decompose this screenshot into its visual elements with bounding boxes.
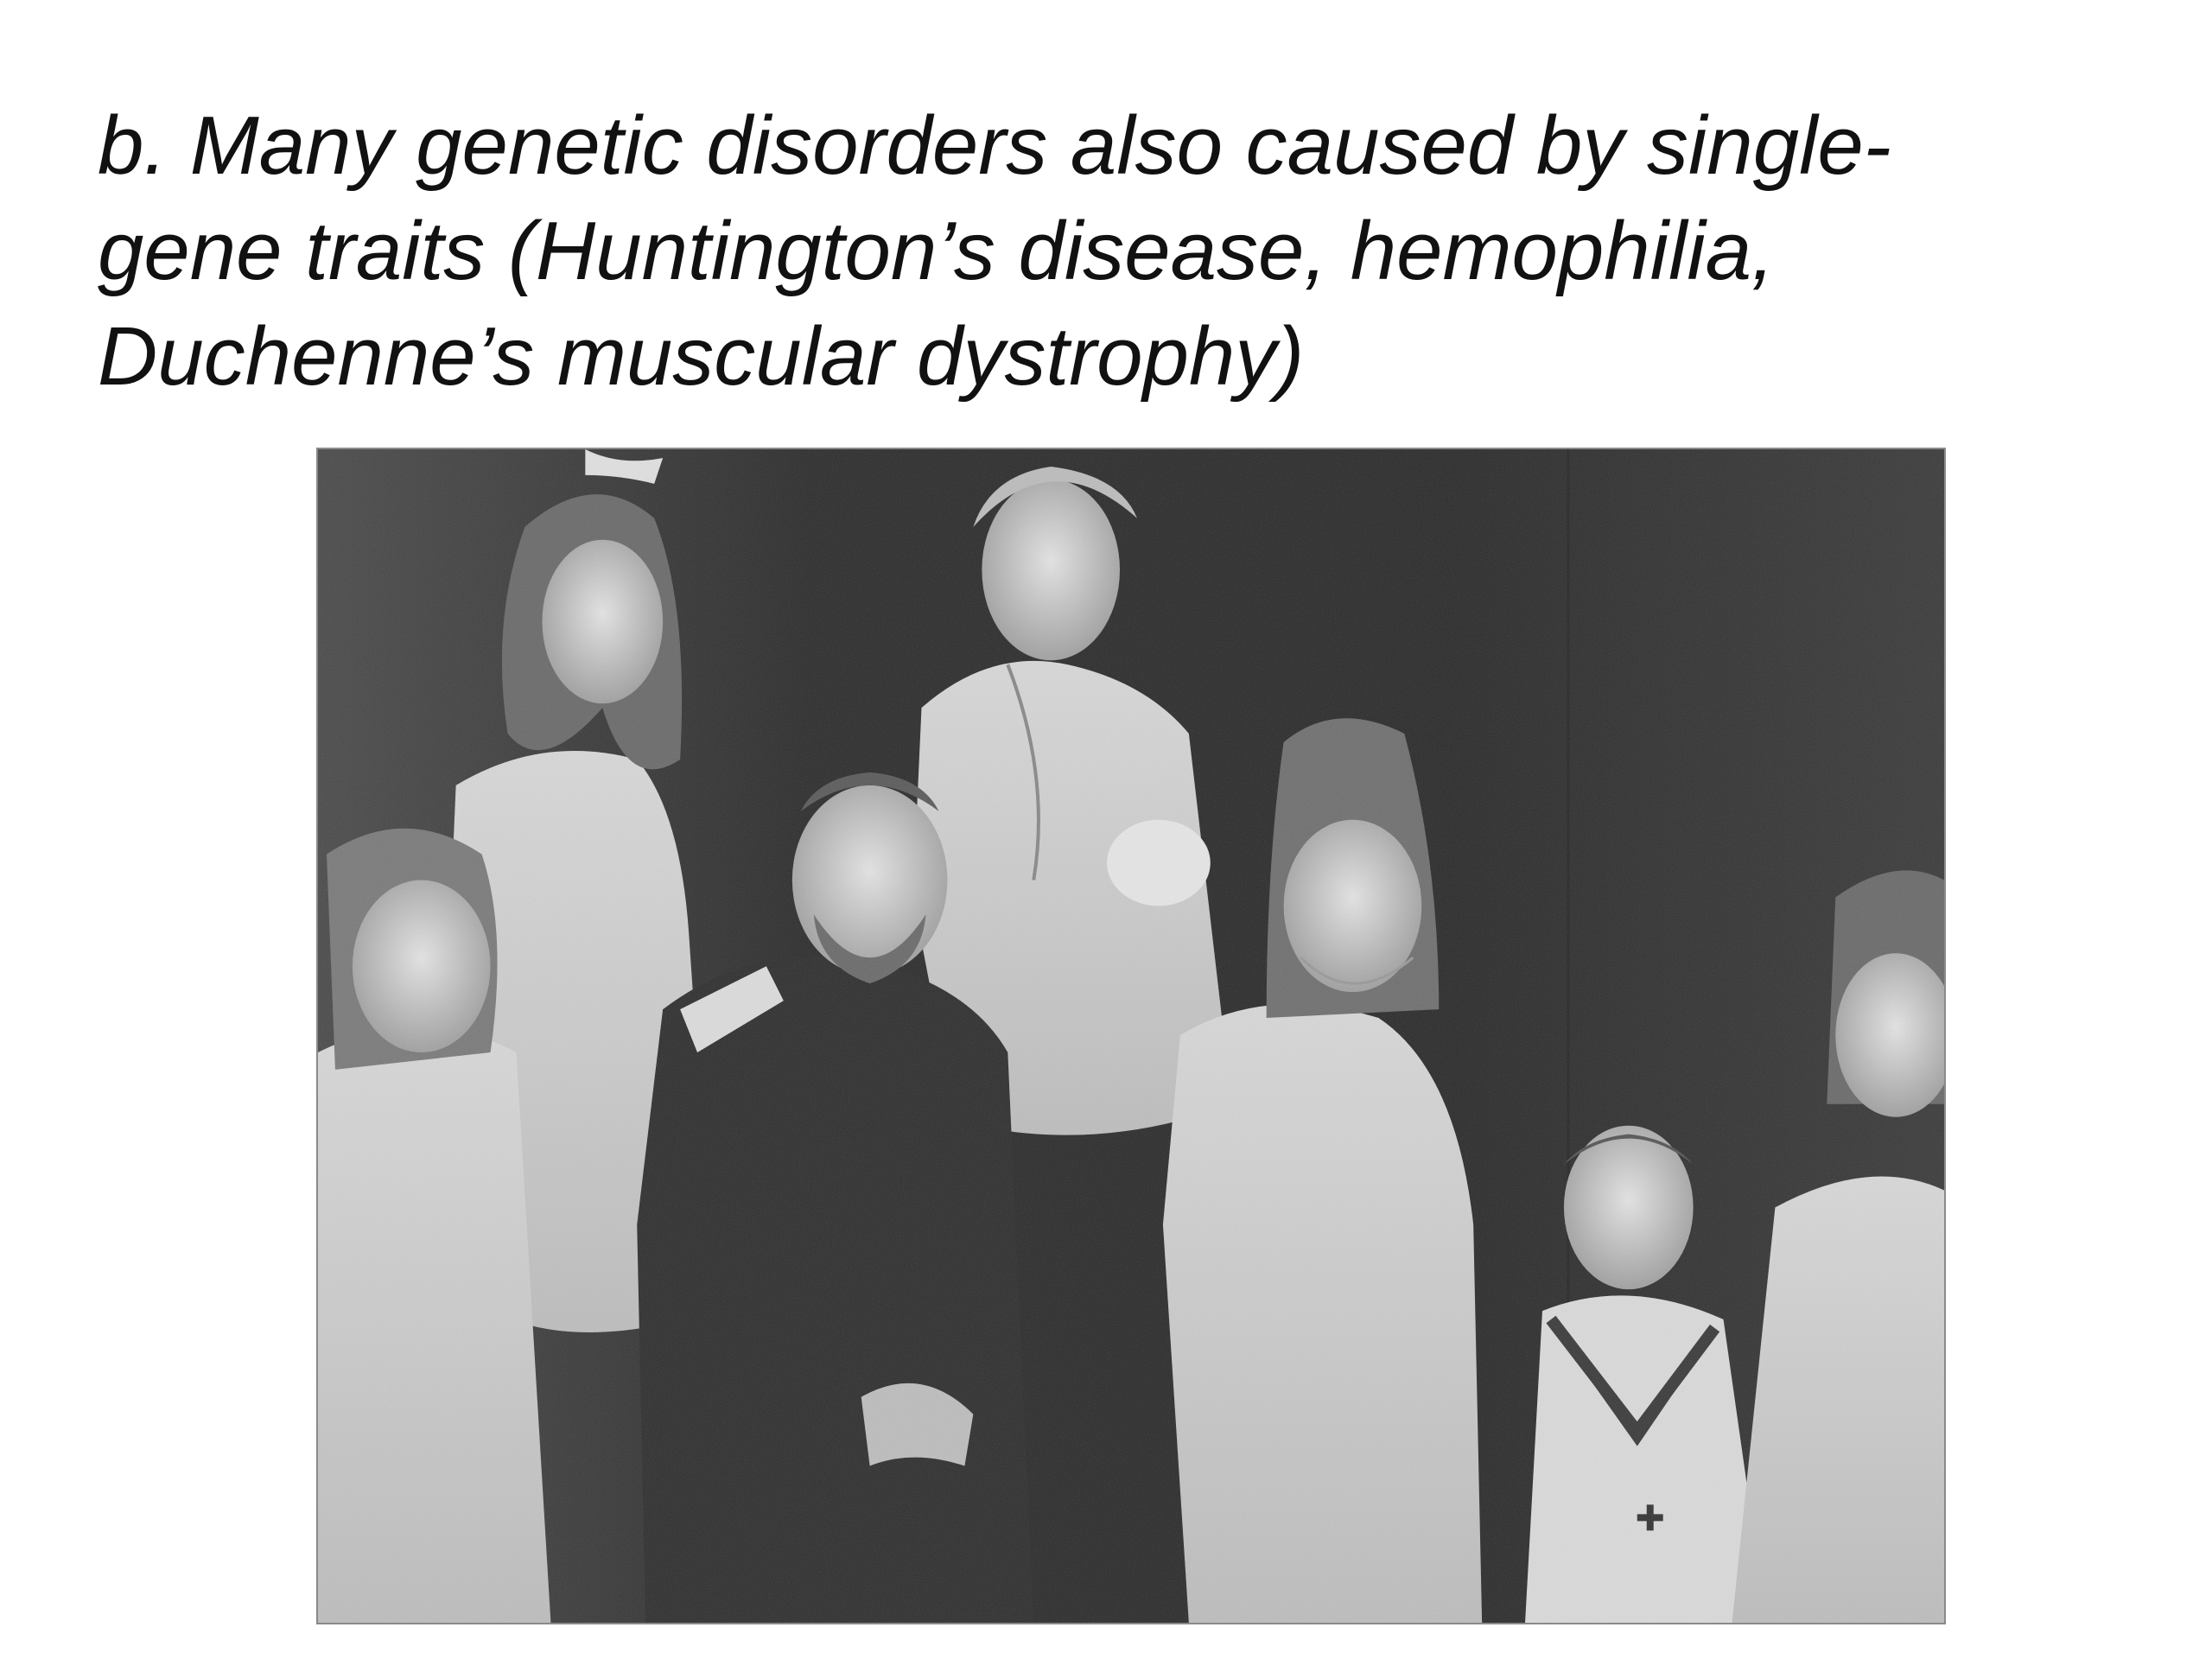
bullet-line-3: Duchenne’s muscular dystrophy) bbox=[98, 310, 1305, 403]
bullet-text bbox=[98, 93, 2085, 410]
family-portrait-photo bbox=[316, 448, 1946, 1624]
portrait-illustration bbox=[318, 449, 1944, 1623]
bullet-line-2: gene traits (Huntington’s disease, hemophilia, bbox=[98, 205, 1775, 297]
bullet-line-1: b. Many genetic disorders also caused by single- bbox=[98, 99, 1891, 192]
